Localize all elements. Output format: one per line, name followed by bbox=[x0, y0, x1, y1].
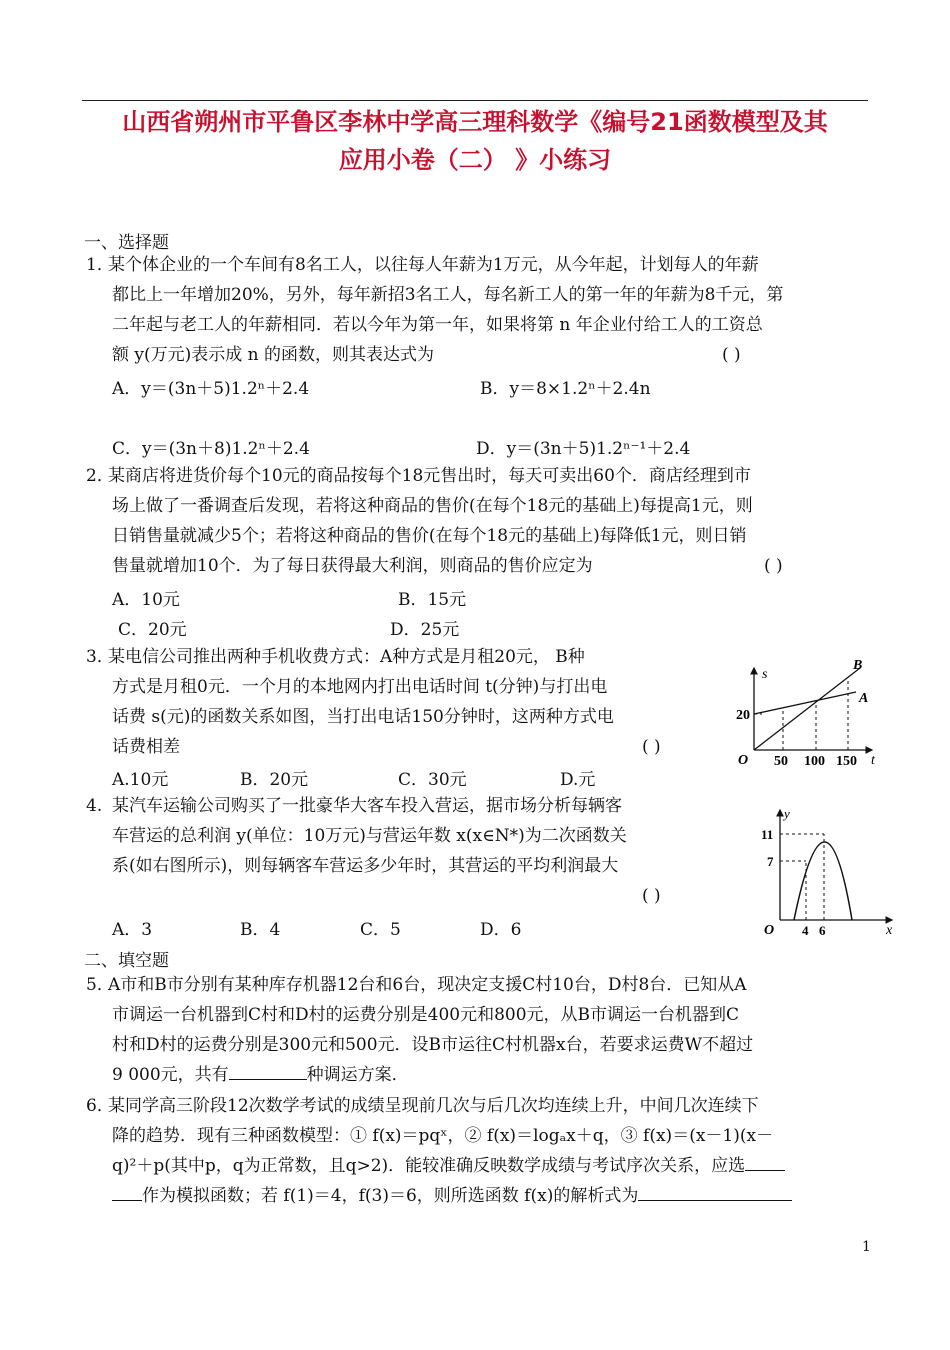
section-choice: 一、选择题 bbox=[84, 233, 169, 253]
q5-line-4 bbox=[112, 1060, 409, 1090]
q3-graph bbox=[728, 652, 878, 772]
q1-option-c: C．y＝(3n＋8)1.2ⁿ＋2.4 bbox=[112, 439, 310, 459]
q6-line-3-text: q)²＋p(其中p，q为正常数，且q>2)．能较准确反映数学成绩与考试序次关系，应选 bbox=[112, 1156, 746, 1176]
x-tick-50: 50 bbox=[774, 754, 788, 769]
title-line-1: 山西省朔州市平鲁区李林中学高三理科数学《编号21函数模型及其 bbox=[122, 108, 828, 136]
q1-option-d: D．y＝(3n＋5)1.2ⁿ⁻¹＋2.4 bbox=[476, 439, 691, 459]
q1-line-4: 额 y(万元)表示成 n 的函数，则其表达式为 bbox=[112, 345, 435, 365]
title-line-2: 应用小卷（二） 》小练习 bbox=[338, 146, 612, 174]
origin-label: O bbox=[738, 753, 749, 768]
answer-blank[interactable] bbox=[229, 1079, 307, 1080]
y-tick-7: 7 bbox=[767, 854, 774, 869]
q2-line-4: 售量就增加10个．为了每日获得最大利润，则商品的售价应定为 bbox=[112, 556, 593, 576]
q2-option-b: B．15元 bbox=[398, 590, 467, 610]
x-axis-label: x bbox=[886, 923, 893, 938]
q2-line-3: 日销售量就减少5个；若将这种商品的售价(在每个18元的基础上)每降低1元，则日销 bbox=[112, 526, 747, 546]
q4-line-2: 车营运的总利润 y(单位：10万元)与营运年数 x(x∈N*)为二次函数关 bbox=[112, 826, 627, 846]
q3-line-4: 话费相差 bbox=[112, 737, 180, 757]
q2-option-a: A．10元 bbox=[112, 590, 180, 610]
y-tick-20: 20 bbox=[736, 708, 750, 723]
q6-line-4 bbox=[112, 1181, 792, 1211]
q4-line-1: 某汽车运输公司购买了一批豪华大客车投入营运，据市场分析每辆客 bbox=[112, 796, 622, 816]
q2-option-c: C．20元 bbox=[118, 620, 187, 640]
answer-blank[interactable] bbox=[745, 1170, 785, 1171]
y-tick-11: 11 bbox=[761, 827, 774, 842]
q6-line-4-text: 作为模拟函数；若 f(1)＝4，f(3)＝6，则所选函数 f(x)的解析式为 bbox=[142, 1186, 639, 1206]
origin-label: O bbox=[764, 923, 775, 938]
q2-line-2: 场上做了一番调查后发现，若将这种商品的售价(在每个18元的基础上)每提高1元，则 bbox=[112, 496, 753, 516]
q5-line-3: 村和D村的运费分别是300元和500元．设B市运往C村机器x台，若要求运费W不超过 bbox=[112, 1035, 754, 1055]
q4-option-d: D．6 bbox=[480, 920, 522, 940]
q4-option-a: A．3 bbox=[112, 920, 153, 940]
q2-line-1: 某商店将进货价每个10元的商品按每个18元售出时，每天可卖出60个．商店经理到市 bbox=[108, 466, 751, 486]
answer-blank[interactable] bbox=[638, 1200, 792, 1201]
answer-paren: ( ) bbox=[764, 556, 783, 576]
q5-line-1: A市和B市分别有某种库存机器12台和6台，现决定支援C村10台，D村8台．已知从A bbox=[108, 975, 747, 995]
answer-paren: ( ) bbox=[642, 737, 661, 757]
header-rule bbox=[82, 100, 868, 101]
page-number: 1 bbox=[862, 1239, 871, 1255]
q1-line-1: 某个体企业的一个车间有8名工人，以往每人年薪为1万元，从今年起，计划每人的年薪 bbox=[108, 255, 759, 275]
x-tick-100: 100 bbox=[804, 754, 825, 769]
q3-line-1: 某电信公司推出两种手机收费方式：A种方式是月租20元， B种 bbox=[108, 647, 585, 667]
x-axis-label: t bbox=[871, 753, 875, 768]
q3-line-2: 方式是月租0元．一个月的本地网内打出电话时间 t(分钟)与打出电 bbox=[112, 677, 608, 697]
parabola bbox=[794, 842, 852, 920]
line-b-label: B bbox=[853, 658, 863, 673]
q4-graph bbox=[752, 804, 897, 940]
y-axis-label: y bbox=[784, 806, 790, 821]
q1-option-a: A．y＝(3n＋5)1.2ⁿ＋2.4 bbox=[112, 379, 310, 399]
section-fill: 二、填空题 bbox=[84, 951, 169, 971]
question-number: 4. bbox=[86, 796, 103, 816]
question-number: 1． bbox=[86, 255, 114, 275]
q3-option-c: C．30元 bbox=[398, 770, 467, 790]
line-a-label: A bbox=[859, 691, 869, 706]
q5-line-4-end: 种调运方案． bbox=[306, 1065, 409, 1085]
line-b bbox=[754, 668, 860, 750]
x-tick-6: 6 bbox=[819, 923, 826, 938]
page-title bbox=[80, 103, 870, 179]
question-number: 2． bbox=[86, 466, 114, 486]
q6-line-2: 降的趋势．现有三种函数模型：① f(x)＝pqˣ，② f(x)＝logₐx＋q，③ f(x)＝(x－1)(x－ bbox=[112, 1126, 774, 1146]
q5-line-2: 市调运一台机器到C村和D村的运费分别是400元和800元，从B市调运一台机器到C bbox=[112, 1005, 740, 1025]
answer-paren: ( ) bbox=[642, 886, 661, 906]
q1-option-b: B．y＝8×1.2ⁿ＋2.4n bbox=[480, 379, 651, 399]
q5-line-4-start: 9 000元，共有 bbox=[112, 1065, 229, 1085]
q2-option-d: D．25元 bbox=[390, 620, 460, 640]
question-number: 6． bbox=[86, 1096, 114, 1116]
q4-line-3: 系(如右图所示)，则每辆客车营运多少年时，其营运的平均利润最大 bbox=[112, 856, 619, 876]
q6-line-3 bbox=[112, 1151, 785, 1181]
y-axis-label: s bbox=[762, 667, 768, 682]
q3-option-b: B．20元 bbox=[240, 770, 309, 790]
q1-line-3: 二年起与老工人的年薪相同．若以今年为第一年，如果将第 n 年企业付给工人的工资总 bbox=[112, 315, 763, 335]
answer-paren: ( ) bbox=[722, 345, 741, 365]
question-number: 5． bbox=[86, 975, 114, 995]
x-tick-150: 150 bbox=[836, 754, 857, 769]
x-tick-4: 4 bbox=[802, 923, 809, 938]
q4-option-b: B．4 bbox=[240, 920, 281, 940]
q1-line-2: 都比上一年增加20%，另外，每年新招3名工人，每名新工人的第一年的年薪为8千元，第 bbox=[112, 285, 784, 305]
q3-option-d: D.元 bbox=[560, 770, 596, 790]
q3-option-a: A.10元 bbox=[112, 770, 169, 790]
answer-blank[interactable] bbox=[112, 1200, 142, 1201]
question-number: 3． bbox=[86, 647, 114, 667]
q3-line-3: 话费 s(元)的函数关系如图，当打出电话150分钟时，这两种方式电 bbox=[112, 707, 614, 727]
q6-line-1: 某同学高三阶段12次数学考试的成绩呈现前几次与后几次均连续上升，中间几次连续下 bbox=[108, 1096, 759, 1116]
q4-option-c: C．5 bbox=[360, 920, 401, 940]
